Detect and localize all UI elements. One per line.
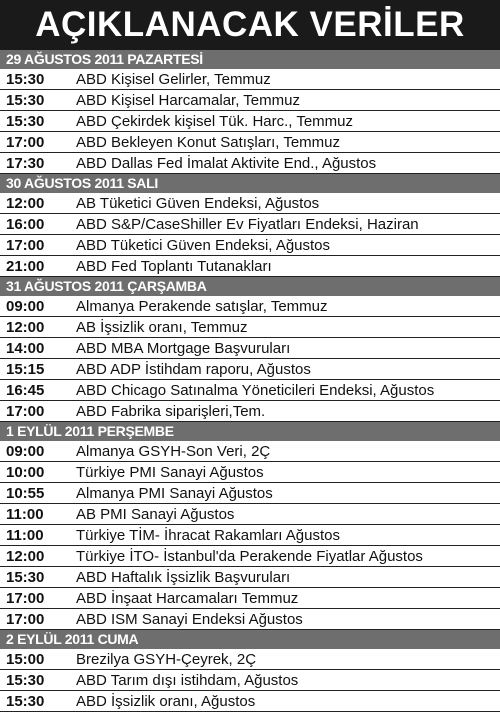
event-row [0,504,500,525]
event-time: 17:00 [6,610,45,628]
event-row [0,567,500,588]
event-row [0,132,500,153]
event-time: 21:00 [6,257,45,275]
event-description: ABD Chicago Satınalma Yöneticileri Endeksi, Ağustos [76,381,435,399]
event-time: 10:55 [6,484,45,502]
event-description: ABD S&P/CaseShiller Ev Fiyatları Endeksi, Haziran [76,215,419,233]
event-time: 15:30 [6,671,45,689]
event-description: Almanya PMI Sanayi Ağustos [76,484,273,502]
event-time: 09:00 [6,442,45,460]
event-row [0,359,500,380]
day-section [0,422,500,630]
event-description: AB Tüketici Güven Endeksi, Ağustos [76,194,320,212]
page-title: AÇIKLANACAK VERİLER [35,5,465,44]
day-header: 31 AĞUSTOS 2011 ÇARŞAMBA [0,277,500,296]
event-time: 17:30 [6,154,45,172]
event-time: 17:00 [6,589,45,607]
event-description: ABD ISM Sanayi Endeksi Ağustos [76,610,303,628]
event-row [0,69,500,90]
event-description: ABD İşsizlik oranı, Ağustos [76,692,256,710]
event-time: 12:00 [6,547,45,565]
schedule [0,50,500,712]
event-time: 15:15 [6,360,45,378]
event-description: ABD Kişisel Harcamalar, Temmuz [76,91,300,109]
event-description: ABD ADP İstihdam raporu, Ağustos [76,360,311,378]
day-section [0,50,500,174]
event-row [0,380,500,401]
event-time: 15:30 [6,568,45,586]
event-row [0,235,500,256]
event-time: 15:30 [6,91,45,109]
event-row [0,483,500,504]
event-time: 16:00 [6,215,45,233]
event-row [0,153,500,174]
event-time: 11:00 [6,526,44,544]
event-time: 12:00 [6,318,45,336]
event-row [0,588,500,609]
event-description: ABD MBA Mortgage Başvuruları [76,339,291,357]
title-bar [0,0,500,50]
event-time: 15:30 [6,112,45,130]
event-time: 09:00 [6,297,45,315]
event-row [0,462,500,483]
event-row [0,90,500,111]
event-time: 17:00 [6,133,45,151]
event-description: Türkiye TİM- İhracat Rakamları Ağustos [76,526,340,544]
day-header: 1 EYLÜL 2011 PERŞEMBE [0,422,500,441]
event-row [0,401,500,422]
event-row [0,214,500,235]
event-time: 16:45 [6,381,45,399]
event-row [0,111,500,132]
event-row [0,691,500,712]
event-time: 15:00 [6,650,45,668]
event-description: Almanya Perakende satışlar, Temmuz [76,297,328,315]
event-description: Türkiye PMI Sanayi Ağustos [76,463,264,481]
event-time: 10:00 [6,463,45,481]
day-section [0,174,500,277]
event-description: ABD Fabrika siparişleri,Tem. [76,402,266,420]
event-description: ABD Haftalık İşsizlik Başvuruları [76,568,291,586]
event-row [0,193,500,214]
event-row [0,649,500,670]
event-row [0,525,500,546]
event-row [0,546,500,567]
event-description: ABD Fed Toplantı Tutanakları [76,257,272,275]
day-section [0,277,500,422]
day-header: 2 EYLÜL 2011 CUMA [0,630,500,649]
event-description: AB İşsizlik oranı, Temmuz [76,318,248,336]
event-time: 14:00 [6,339,45,357]
event-row [0,296,500,317]
day-section [0,630,500,712]
event-description: ABD Çekirdek kişisel Tük. Harc., Temmuz [76,112,354,130]
event-description: ABD Dallas Fed İmalat Aktivite End., Ağustos [76,154,377,172]
event-row [0,441,500,462]
event-time: 17:00 [6,236,45,254]
day-header: 30 AĞUSTOS 2011 SALI [0,174,500,193]
event-time: 12:00 [6,194,45,212]
event-row [0,670,500,691]
event-row [0,256,500,277]
event-time: 15:30 [6,692,45,710]
event-description: ABD İnşaat Harcamaları Temmuz [76,589,299,607]
event-row [0,317,500,338]
event-description: Brezilya GSYH-Çeyrek, 2Ç [76,650,257,668]
event-time: 15:30 [6,70,45,88]
event-description: ABD Tüketici Güven Endeksi, Ağustos [76,236,331,254]
event-time: 17:00 [6,402,45,420]
event-description: Türkiye İTO- İstanbul'da Perakende Fiyatlar Ağustos [76,547,423,565]
day-header: 29 AĞUSTOS 2011 PAZARTESİ [0,50,500,69]
event-description: ABD Kişisel Gelirler, Temmuz [76,70,271,88]
event-time: 11:00 [6,505,44,523]
event-description: Almanya GSYH-Son Veri, 2Ç [76,442,271,460]
event-row [0,609,500,630]
event-description: ABD Tarım dışı istihdam, Ağustos [76,671,299,689]
event-row [0,338,500,359]
event-description: AB PMI Sanayi Ağustos [76,505,235,523]
event-description: ABD Bekleyen Konut Satışları, Temmuz [76,133,341,151]
